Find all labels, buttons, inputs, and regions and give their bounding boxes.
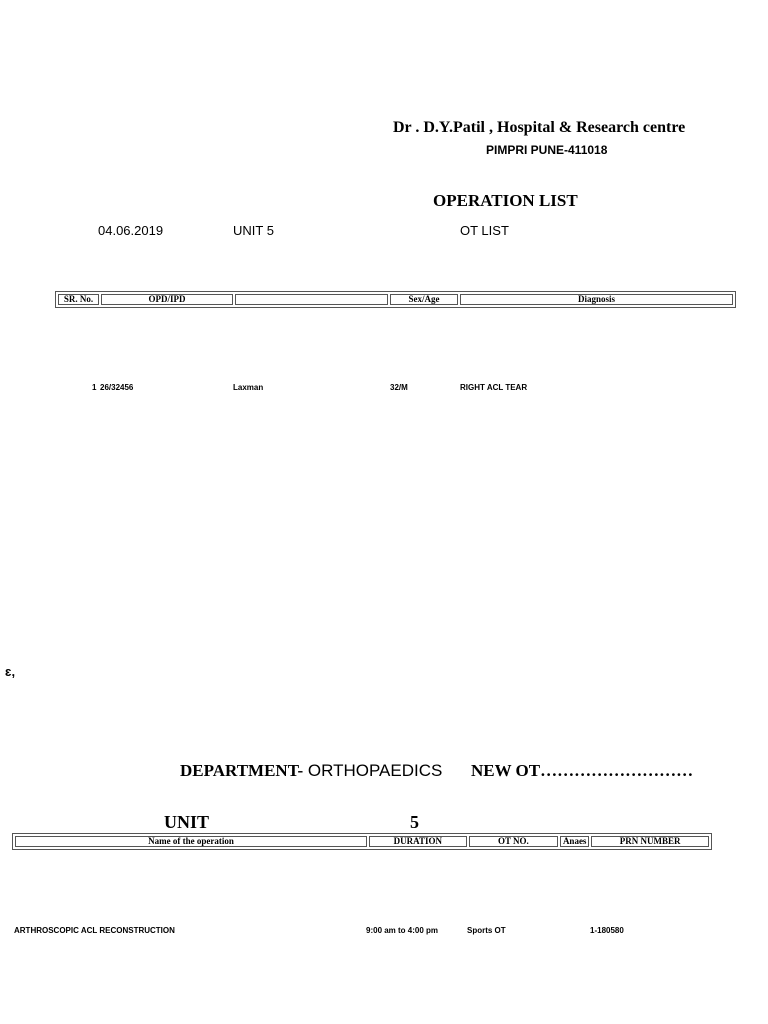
hospital-name: Dr . D.Y.Patil , Hospital & Research centre bbox=[393, 119, 686, 136]
operation-duration: 9:00 am to 4:00 pm bbox=[366, 926, 439, 935]
col-anaes: Anaes bbox=[560, 836, 589, 847]
sex-age: 32/M bbox=[390, 383, 408, 392]
col-diagnosis: Diagnosis bbox=[460, 294, 733, 305]
list-type: OT LIST bbox=[460, 223, 509, 238]
patient-table bbox=[55, 291, 736, 308]
sr-no: 1 bbox=[92, 383, 97, 392]
unit-heading: UNIT bbox=[164, 812, 210, 832]
diagnosis: RIGHT ACL TEAR bbox=[460, 383, 528, 392]
ot-number: Sports OT bbox=[467, 926, 506, 935]
list-date: 04.06.2019 bbox=[98, 223, 164, 238]
operation-table-header bbox=[15, 836, 709, 847]
col-ot-no: OT NO. bbox=[469, 836, 559, 847]
col-operation: Name of the operation bbox=[15, 836, 367, 847]
col-name bbox=[235, 294, 388, 305]
operation-name: ARTHROSCOPIC ACL RECONSTRUCTION bbox=[14, 926, 175, 935]
hospital-address: PIMPRI PUNE-411018 bbox=[486, 143, 608, 157]
patient-table-header bbox=[58, 294, 733, 305]
opd-ipd: 26/32456 bbox=[100, 383, 134, 392]
page-title: OPERATION LIST bbox=[433, 191, 578, 210]
department-line bbox=[180, 761, 442, 781]
stray-mark: ɛ, bbox=[5, 664, 16, 679]
department-label: DEPARTMENT- bbox=[180, 761, 304, 780]
col-sr-no: SR. No. bbox=[58, 294, 99, 305]
patient-name: Laxman bbox=[233, 383, 264, 392]
col-sex-age: Sex/Age bbox=[390, 294, 458, 305]
ot-name: NEW OT……………………… bbox=[471, 761, 694, 780]
prn-number: 1-180580 bbox=[590, 926, 624, 935]
col-prn-number: PRN NUMBER bbox=[591, 836, 709, 847]
col-duration: DURATION bbox=[369, 836, 467, 847]
col-opd-ipd: OPD/IPD bbox=[101, 294, 233, 305]
unit-number: 5 bbox=[410, 812, 419, 832]
department-name: ORTHOPAEDICS bbox=[307, 761, 443, 780]
unit-label: UNIT 5 bbox=[233, 223, 274, 238]
operation-table bbox=[12, 833, 712, 850]
